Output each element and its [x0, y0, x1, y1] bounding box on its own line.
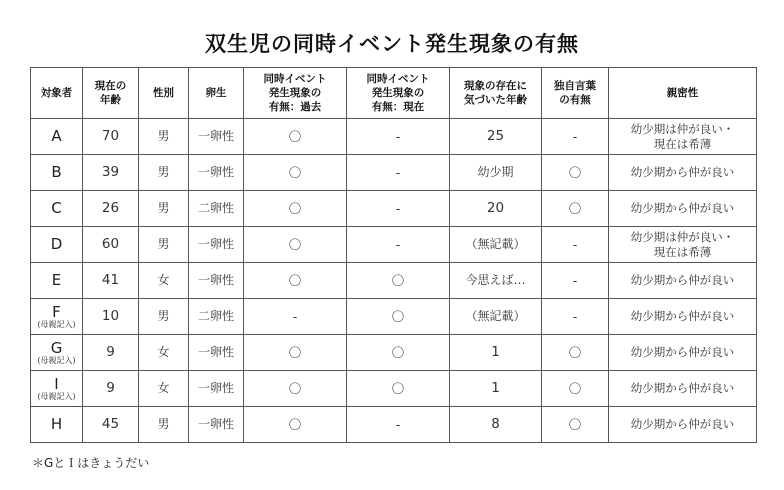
intimacy-line: 幼少期から仲が良い — [630, 417, 735, 431]
subject-id: H — [50, 415, 63, 433]
noticed-age-cell: 20 — [450, 191, 542, 227]
current-event-cell: 〇 — [347, 371, 450, 407]
current-event-cell: - — [347, 119, 450, 155]
column-header-zygosity — [189, 68, 244, 119]
zygosity-cell: 一卵性 — [189, 371, 244, 407]
sex-cell: 男 — [139, 299, 189, 335]
past-event-cell: 〇 — [244, 227, 347, 263]
column-header-line: 対象者 — [40, 87, 73, 99]
subject-cell — [31, 407, 83, 443]
subject-id: E — [51, 271, 62, 289]
zygosity-cell: 一卵性 — [189, 119, 244, 155]
own-language-cell: - — [542, 299, 609, 335]
table-row — [31, 335, 757, 371]
twins-table — [30, 67, 757, 443]
current-event-cell: - — [347, 191, 450, 227]
column-header-intimacy — [609, 68, 757, 119]
subject-id: D — [50, 235, 63, 253]
column-header-line: 有無：現在 — [371, 101, 425, 113]
noticed-age-cell: 今思えば… — [450, 263, 542, 299]
own-language-cell: 〇 — [542, 335, 609, 371]
intimacy-line: 幼少期は仲が良い・ — [630, 121, 735, 136]
page-title: 双生児の同時イベント発生現象の有無 — [205, 32, 579, 56]
age-cell: 26 — [83, 191, 139, 227]
subject-note: (母親記入) — [37, 355, 76, 365]
age-cell: 9 — [83, 371, 139, 407]
age-cell: 9 — [83, 335, 139, 371]
subject-cell — [31, 263, 83, 299]
column-header-line: 同時イベント — [263, 73, 327, 85]
own-language-cell: - — [542, 263, 609, 299]
zygosity-cell: 一卵性 — [189, 407, 244, 443]
column-header-sex — [139, 68, 189, 119]
age-cell: 45 — [83, 407, 139, 443]
table-row — [31, 299, 757, 335]
own-language-cell: 〇 — [542, 191, 609, 227]
intimacy-line: 幼少期から仲が良い — [630, 273, 735, 287]
table-row — [31, 263, 757, 299]
own-language-cell: 〇 — [542, 371, 609, 407]
intimacy-line: 現在は希薄 — [653, 244, 712, 259]
past-event-cell: 〇 — [244, 407, 347, 443]
noticed-age-cell: 1 — [450, 335, 542, 371]
table-body — [31, 119, 757, 443]
sex-cell: 男 — [139, 155, 189, 191]
column-header-line: 性別 — [153, 87, 174, 99]
current-event-cell: 〇 — [347, 299, 450, 335]
table-row — [31, 407, 757, 443]
current-event-cell: - — [347, 155, 450, 191]
subject-cell — [31, 119, 83, 155]
sex-cell: 男 — [139, 191, 189, 227]
intimacy-cell — [609, 155, 757, 191]
zygosity-cell: 一卵性 — [189, 155, 244, 191]
intimacy-cell — [609, 263, 757, 299]
past-event-cell: 〇 — [244, 371, 347, 407]
intimacy-cell — [609, 335, 757, 371]
noticed-age-cell: （無記載） — [450, 299, 542, 335]
subject-id: G — [50, 338, 63, 357]
subject-cell — [31, 155, 83, 191]
subject-cell — [31, 191, 83, 227]
subject-id: F — [52, 302, 61, 321]
column-header-own-language — [542, 68, 609, 119]
header-row — [31, 68, 757, 119]
age-cell: 39 — [83, 155, 139, 191]
noticed-age-cell: 8 — [450, 407, 542, 443]
current-event-cell: - — [347, 227, 450, 263]
intimacy-cell — [609, 227, 757, 263]
column-header-noticed-age — [450, 68, 542, 119]
noticed-age-cell: 幼少期 — [450, 155, 542, 191]
current-event-cell: 〇 — [347, 335, 450, 371]
past-event-cell: 〇 — [244, 155, 347, 191]
column-header-subject — [31, 68, 83, 119]
age-cell: 10 — [83, 299, 139, 335]
subject-cell — [31, 371, 83, 407]
age-cell: 70 — [83, 119, 139, 155]
column-header-line: 現在の — [94, 80, 127, 92]
subject-note: (母親記入) — [37, 319, 76, 329]
noticed-age-cell: 1 — [450, 371, 542, 407]
sex-cell: 女 — [139, 335, 189, 371]
column-header-line: 卵生 — [205, 87, 227, 99]
table-row — [31, 191, 757, 227]
subject-cell — [31, 335, 83, 371]
column-header-line: の有無 — [559, 94, 591, 106]
column-header-line: 有無：過去 — [268, 101, 322, 113]
table-row — [31, 227, 757, 263]
column-header-line: 親密性 — [666, 87, 699, 99]
intimacy-line: 現在は希薄 — [653, 136, 712, 151]
age-cell: 41 — [83, 263, 139, 299]
column-header-age — [83, 68, 139, 119]
intimacy-cell — [609, 191, 757, 227]
current-event-cell: 〇 — [347, 263, 450, 299]
column-header-past-event — [244, 68, 347, 119]
sex-cell: 女 — [139, 263, 189, 299]
subject-cell — [31, 227, 83, 263]
zygosity-cell: 二卵性 — [189, 191, 244, 227]
noticed-age-cell: 25 — [450, 119, 542, 155]
past-event-cell: - — [244, 299, 347, 335]
subject-id: A — [51, 127, 62, 145]
noticed-age-cell: （無記載） — [450, 227, 542, 263]
past-event-cell: 〇 — [244, 119, 347, 155]
table-row — [31, 371, 757, 407]
past-event-cell: 〇 — [244, 263, 347, 299]
own-language-cell: 〇 — [542, 155, 609, 191]
sex-cell: 男 — [139, 227, 189, 263]
table-row — [31, 155, 757, 191]
zygosity-cell: 二卵性 — [189, 299, 244, 335]
own-language-cell: 〇 — [542, 407, 609, 443]
intimacy-cell — [609, 299, 757, 335]
past-event-cell: 〇 — [244, 335, 347, 371]
column-header-current-event — [347, 68, 450, 119]
table-row — [31, 119, 757, 155]
column-header-line: 発生現象の — [371, 87, 425, 99]
column-header-line: 独自言葉 — [554, 80, 596, 92]
column-header-line: 発生現象の — [268, 87, 322, 99]
footnote: ＊GとＩはきょうだい — [32, 456, 150, 470]
zygosity-cell: 一卵性 — [189, 335, 244, 371]
sex-cell: 女 — [139, 371, 189, 407]
current-event-cell: - — [347, 407, 450, 443]
intimacy-line: 幼少期から仲が良い — [630, 165, 735, 179]
intimacy-cell — [609, 371, 757, 407]
own-language-cell: - — [542, 119, 609, 155]
intimacy-cell — [609, 119, 757, 155]
subject-cell — [31, 299, 83, 335]
intimacy-line: 幼少期から仲が良い — [630, 381, 735, 395]
column-header-line: 気づいた年齢 — [464, 94, 527, 106]
column-header-line: 現象の存在に — [464, 80, 527, 92]
intimacy-line: 幼少期は仲が良い・ — [630, 229, 735, 244]
subject-id: B — [51, 163, 62, 181]
age-cell: 60 — [83, 227, 139, 263]
column-header-line: 同時イベント — [366, 73, 430, 85]
subject-id: I — [54, 374, 59, 393]
column-header-line: 年齢 — [100, 94, 121, 106]
own-language-cell: - — [542, 227, 609, 263]
intimacy-line: 幼少期から仲が良い — [630, 201, 735, 215]
subject-note: (母親記入) — [37, 391, 76, 401]
zygosity-cell: 一卵性 — [189, 227, 244, 263]
zygosity-cell: 一卵性 — [189, 263, 244, 299]
subject-id: C — [51, 199, 62, 217]
intimacy-cell — [609, 407, 757, 443]
sex-cell: 男 — [139, 119, 189, 155]
sex-cell: 男 — [139, 407, 189, 443]
past-event-cell: 〇 — [244, 191, 347, 227]
intimacy-line: 幼少期から仲が良い — [630, 345, 735, 359]
intimacy-line: 幼少期から仲が良い — [630, 309, 735, 323]
